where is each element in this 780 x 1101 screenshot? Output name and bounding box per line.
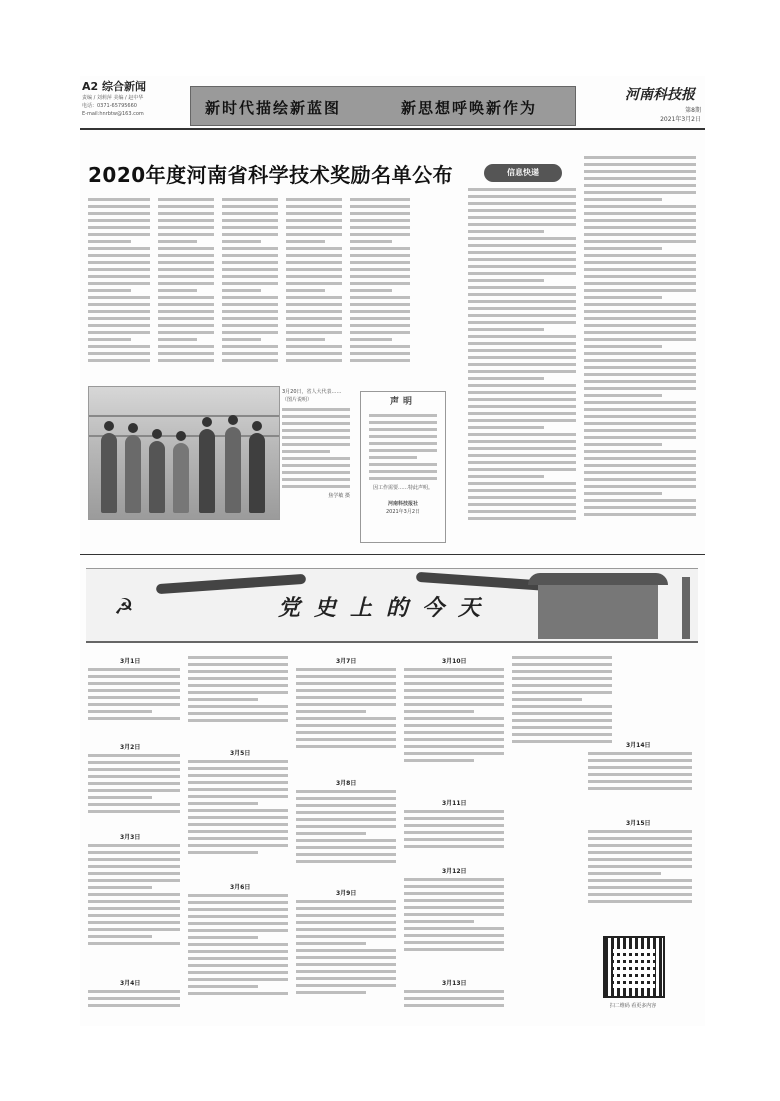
date-heading: 3月10日	[442, 658, 467, 665]
qr-code[interactable]	[603, 936, 665, 998]
history-entry	[404, 810, 504, 860]
date-heading: 3月1日	[120, 658, 141, 665]
party-history-banner	[86, 568, 698, 643]
brief-column	[584, 156, 696, 546]
history-entry	[188, 894, 288, 1020]
date-heading: 3月6日	[230, 884, 251, 891]
slogan-banner	[190, 86, 576, 126]
page-header	[80, 76, 705, 130]
notice-body: 因工作需要……特此声明。	[372, 485, 433, 491]
history-entry	[404, 990, 504, 1020]
history-entry	[404, 668, 504, 792]
history-entry	[188, 656, 288, 742]
date-heading: 3月13日	[442, 980, 467, 987]
history-entry	[88, 844, 180, 972]
history-entry	[404, 878, 504, 974]
date-heading: 3月8日	[336, 780, 357, 787]
date-heading: 3月3日	[120, 834, 141, 841]
person-figure	[101, 433, 117, 513]
history-entry	[88, 668, 180, 738]
article-column	[286, 198, 342, 378]
date-heading: 3月12日	[442, 868, 467, 875]
article-column	[350, 198, 410, 378]
history-entry	[188, 760, 288, 878]
notice-title: 声明	[389, 397, 416, 407]
date-heading: 3月2日	[120, 744, 141, 751]
masthead-logo: 河南科技报	[625, 87, 695, 103]
date-heading: 3月4日	[120, 980, 141, 987]
person-figure	[173, 443, 189, 513]
date-heading: 3月5日	[230, 750, 251, 757]
history-entry	[296, 790, 396, 882]
date-heading: 3月7日	[336, 658, 357, 665]
page-number: A2 综合新闻	[82, 80, 146, 93]
newspaper-page	[80, 76, 705, 1026]
history-entry	[588, 752, 692, 806]
person-figure	[199, 429, 215, 513]
history-entry	[296, 900, 396, 1020]
monument-illustration	[682, 577, 690, 639]
history-entry	[588, 830, 692, 926]
photo-credit: 焦学敏 摄	[328, 493, 350, 499]
history-entry	[512, 656, 612, 766]
news-photo	[88, 386, 280, 520]
date-heading: 3月9日	[336, 890, 357, 897]
issue-info: 第8期 2021年3月2日	[660, 107, 701, 123]
tiananmen-illustration	[538, 583, 658, 639]
person-figure	[125, 435, 141, 513]
date-heading: 3月15日	[626, 820, 651, 827]
person-figure	[225, 427, 241, 513]
notice-org: 河南科技报社	[387, 501, 418, 507]
banner-left-text: 新时代描绘新蓝图	[205, 99, 342, 117]
party-history-title: 党史上的今天	[277, 595, 494, 621]
qr-caption: 扫二维码 看更多内容	[609, 1003, 657, 1009]
history-entry	[296, 668, 396, 772]
person-figure	[149, 441, 165, 513]
hammer-sickle-icon: ☭	[114, 595, 134, 620]
person-figure	[249, 433, 265, 513]
photo-caption: 3月20日，省人大代表……（图片说明） 焦学敏 摄	[282, 389, 350, 499]
history-entry	[88, 990, 180, 1020]
notice-box	[360, 391, 446, 543]
article-column	[222, 198, 278, 378]
brief-label: 信息快递	[484, 164, 562, 182]
section-divider	[80, 554, 705, 555]
date-heading: 3月14日	[626, 742, 651, 749]
article-column	[88, 198, 150, 378]
date-heading: 3月11日	[442, 800, 467, 807]
article-column	[158, 198, 214, 378]
editor-info: 责编 / 刘莉萍 美编 / 赵中华 电话：0371-65795660 E-mail:hnrbtw@163.com	[82, 95, 144, 117]
notice-date: 2021年3月2日	[385, 509, 421, 515]
brief-column	[468, 188, 576, 546]
lead-headline: 2020年度河南省科学技术奖励名单公布	[88, 163, 454, 187]
banner-right-text: 新思想呼唤新作为	[401, 99, 538, 117]
history-entry	[88, 754, 180, 828]
